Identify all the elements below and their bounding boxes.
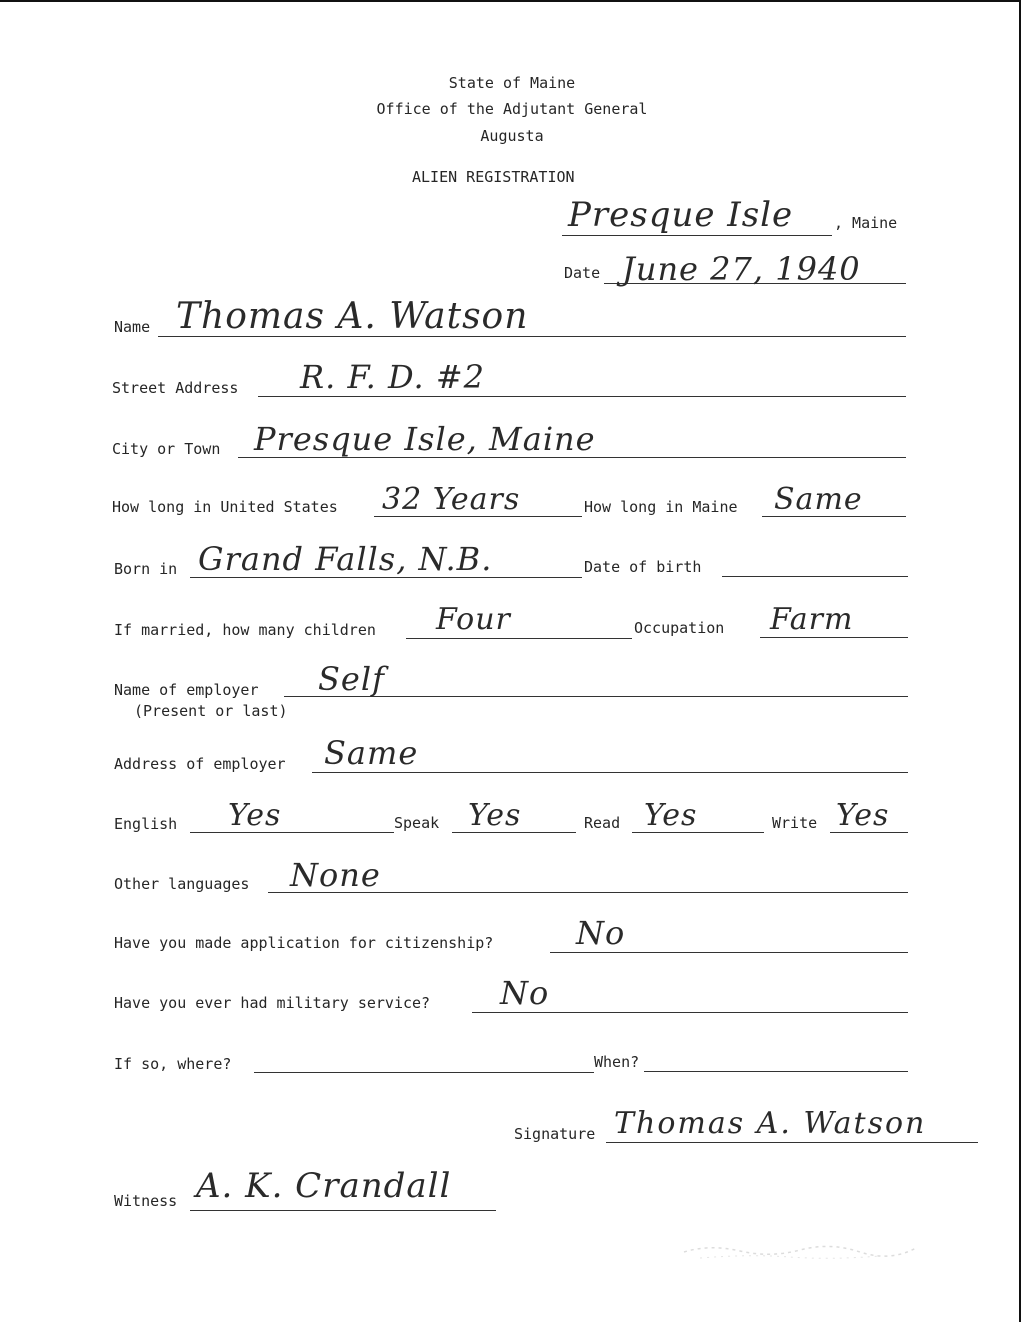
witness-value: A. K. Crandall [196,1166,452,1206]
how-long-us-label: How long in United States [112,498,338,516]
english-value: Yes [228,798,282,833]
employer-address-label: Address of employer [114,755,286,773]
born-in-value: Grand Falls, N.B. [198,540,493,578]
when-label: When? [594,1053,640,1071]
when-line [644,1071,908,1072]
date-label: Date [564,264,601,282]
employer-sublabel: (Present or last) [134,702,288,720]
street-label: Street Address [112,379,239,397]
header-city: Augusta [480,127,544,145]
signature-line [606,1142,978,1143]
other-languages-value: None [290,856,381,894]
citizenship-line [550,952,908,953]
children-line [406,638,632,639]
children-label: If married, how many children [114,621,376,639]
name-label: Name [114,318,151,336]
citizenship-label: Have you made application for citizenship? [114,934,494,952]
read-label: Read [584,814,621,832]
employer-address-value: Same [324,734,419,772]
military-value: No [500,974,550,1012]
where-label: If so, where? [114,1055,232,1073]
signature-value: Thomas A. Watson [614,1106,927,1141]
speak-label: Speak [394,814,440,832]
header-office: Office of the Adjutant General [376,100,648,118]
witness-line [190,1210,496,1211]
form-title: ALIEN REGISTRATION [412,168,575,186]
children-value: Four [436,602,511,637]
signature-label: Signature [514,1125,596,1143]
employer-value: Self [318,660,385,698]
street-value: R. F. D. #2 [300,358,486,396]
born-in-label: Born in [114,560,178,578]
faint-smudge [680,1232,920,1266]
employer-label: Name of employer [114,681,259,699]
date-of-birth-line [722,576,908,577]
how-long-us-value: 32 Years [382,482,521,517]
read-value: Yes [644,798,698,833]
english-label: English [114,815,178,833]
date-of-birth-label: Date of birth [584,558,702,576]
place-handwritten: Presque Isle [568,195,794,235]
write-value: Yes [836,798,890,833]
military-label: Have you ever had military service? [114,994,431,1012]
speak-value: Yes [468,798,522,833]
date-handwritten: June 27, 1940 [622,250,861,288]
city-value: Presque Isle, Maine [254,420,596,458]
how-long-maine-label: How long in Maine [584,498,738,516]
occupation-label: Occupation [634,619,725,637]
military-line [472,1012,908,1013]
place-line [562,235,832,236]
name-value: Thomas A. Watson [176,296,529,337]
street-line [258,396,906,397]
occupation-line [760,637,908,638]
employer-address-line [312,772,908,773]
witness-label: Witness [114,1192,178,1210]
occupation-value: Farm [770,602,854,637]
city-label: City or Town [112,440,221,458]
how-long-maine-value: Same [774,482,863,517]
where-line [254,1072,594,1073]
english-line [190,832,394,833]
write-label: Write [772,814,818,832]
place-suffix: , Maine [834,214,898,232]
header-state: State of Maine [448,74,576,92]
other-languages-label: Other languages [114,875,250,893]
citizenship-value: No [576,914,626,952]
